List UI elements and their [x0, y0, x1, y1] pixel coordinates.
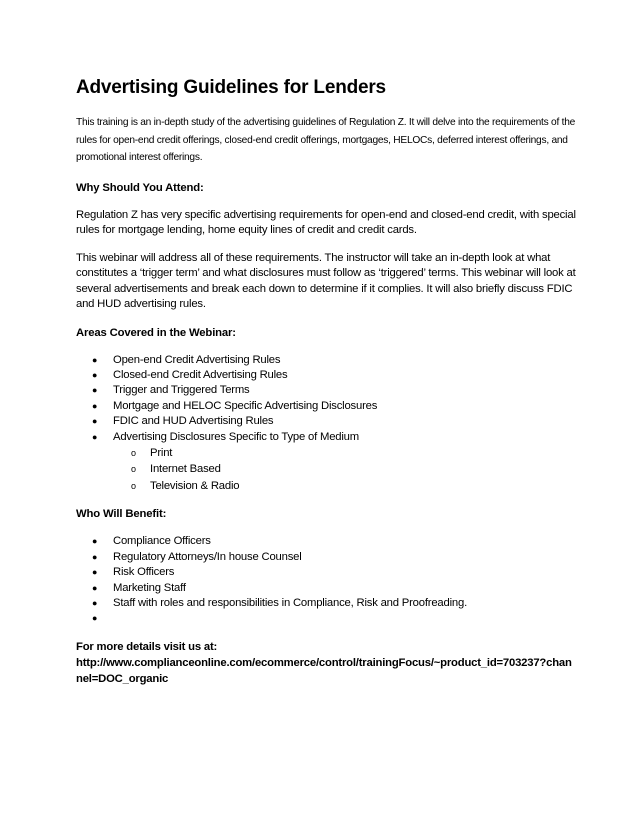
- circle-bullet-icon: o: [131, 464, 136, 475]
- bullet-icon: ●: [92, 551, 98, 562]
- bullet-icon: ●: [92, 431, 98, 442]
- who-will-benefit-list: [76, 534, 576, 626]
- list-item: ● Regulatory Attorneys/In house Counsel: [76, 550, 576, 565]
- why-attend-paragraph-2: This webinar will address all of these requirements. The instructor will take an in-depth look at what constitutes a ‘trigger term’ and what disclosures must follow as ‘triggered’ terms. This webinar will look at several advertisements and break each down to determine if it complies. It will also briefly discuss FDIC and HUD advertising rules.: [76, 251, 576, 310]
- why-attend-paragraph-1: Regulation Z has very specific advertising requirements for open-end and closed-end credit, with special rules for mortgage lending, home equity lines of credit and credit cards.: [76, 208, 576, 236]
- who-will-benefit-heading: Who Will Benefit:: [76, 508, 167, 521]
- list-item: ● Mortgage and HELOC Specific Advertising Disclosures: [76, 399, 576, 414]
- list-item: ● Open-end Credit Advertising Rules: [76, 353, 576, 368]
- areas-covered-heading: Areas Covered in the Webinar:: [76, 326, 236, 339]
- intro-paragraph: This training is an in-depth study of the advertising guidelines of Regulation Z. It will delve into the requirements of the rules for open-end credit offerings, closed-end credit offerings, mortgages, HELOCs, deferred interest offerings, and promotional interest offerings.: [76, 117, 576, 163]
- list-item: ● Closed-end Credit Advertising Rules: [76, 368, 576, 383]
- list-item: ● Marketing Staff: [76, 581, 576, 596]
- bullet-icon: ●: [92, 369, 98, 380]
- bullet-icon: ●: [92, 567, 98, 578]
- details-label: For more details visit us at:: [76, 640, 218, 653]
- sub-list-item: o Print: [113, 445, 576, 462]
- bullet-icon: ●: [92, 385, 98, 396]
- list-item: ● Risk Officers: [76, 565, 576, 580]
- document-page: [76, 76, 576, 687]
- list-item: [76, 611, 576, 626]
- bullet-icon: ●: [92, 416, 98, 427]
- sub-list-item: o Television & Radio: [113, 478, 576, 495]
- list-item: ● Advertising Disclosures Specific to Type of Medium o Print o Internet Based o Television & Radio: [76, 430, 576, 495]
- list-item: ● Trigger and Triggered Terms: [76, 383, 576, 398]
- bullet-icon: ●: [92, 354, 98, 365]
- why-attend-heading: Why Should You Attend:: [76, 181, 204, 194]
- list-item: ● Staff with roles and responsibilities in Compliance, Risk and Proofreading.: [76, 596, 576, 611]
- list-item: ● Compliance Officers: [76, 534, 576, 549]
- sub-list-item: o Internet Based: [113, 461, 576, 478]
- bullet-icon: ●: [92, 536, 98, 547]
- list-item: ● FDIC and HUD Advertising Rules: [76, 414, 576, 429]
- circle-bullet-icon: o: [131, 447, 136, 458]
- medium-types-list: [113, 445, 576, 495]
- bullet-icon: ●: [92, 582, 98, 593]
- circle-bullet-icon: o: [131, 480, 136, 491]
- areas-covered-list: [76, 353, 576, 495]
- bullet-icon: ●: [92, 400, 98, 411]
- bullet-icon: ●: [92, 613, 98, 624]
- details-link[interactable]: http://www.complianceonline.com/ecommerce/control/trainingFocus/~product_id=703237?channel=DOC_organic: [76, 656, 572, 685]
- bullet-icon: ●: [92, 598, 98, 609]
- page-title: Advertising Guidelines for Lenders: [76, 77, 386, 98]
